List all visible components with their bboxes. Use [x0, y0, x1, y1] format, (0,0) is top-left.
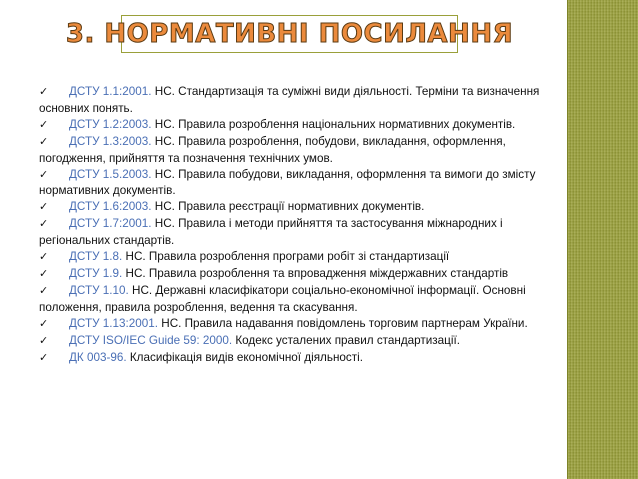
list-item [39, 117, 574, 134]
checkmark-icon: ✓ [39, 218, 49, 231]
checkmark-icon: ✓ [39, 201, 49, 214]
list-item [39, 350, 574, 367]
standard-reference: ДСТУ 1.7:2001. [69, 217, 152, 231]
standard-description: НС. Правила розроблення, побудови, викладання, оформлення, погодження, прийняття та позначення технічних умов. [39, 134, 506, 165]
standard-description: НС. Правила надавання повідомлень торговим партнерам України. [158, 316, 528, 330]
list-item [39, 216, 574, 249]
standard-description: НС. Правила розроблення національних нормативних документів. [151, 117, 516, 131]
slide-title: 3. НОРМАТИВНІ ПОСИЛАННЯ [65, 19, 514, 49]
standard-reference: ДСТУ 1.5.2003. [69, 167, 152, 181]
checkmark-icon: ✓ [39, 351, 49, 364]
standard-reference: ДСТУ 1.10. [69, 283, 129, 297]
checkmark-icon: ✓ [39, 317, 49, 330]
standard-description: НС. Правила і методи прийняття та застосування міжнародних і регіональних стандартів. [39, 217, 503, 248]
title-box [65, 15, 514, 53]
checkmark-icon: ✓ [39, 118, 49, 131]
standard-reference: ДСТУ 1.2:2003. [69, 117, 152, 131]
standard-description: Кодекс усталених правил стандартизації. [232, 333, 460, 347]
standard-description: НС. Правила розроблення програми робіт зі стандартизації [122, 250, 450, 264]
list-item [39, 249, 574, 266]
standard-description: НС. Правила реєстрації нормативних документів. [151, 200, 425, 214]
list-item [39, 84, 574, 117]
checkmark-icon: ✓ [39, 284, 49, 297]
standard-reference: ДСТУ 1.3:2003. [69, 134, 152, 148]
standard-description: НС. Правила побудови, викладання, оформлення та вимоги до змісту нормативних документів. [39, 167, 536, 198]
reference-list [39, 84, 574, 366]
standard-description: НС. Стандартизація та суміжні види діяльності. Терміни та визначення основних понять. [39, 85, 540, 115]
checkmark-icon: ✓ [39, 168, 49, 181]
list-item [39, 134, 574, 167]
standard-description: НС. Державні класифікатори соціально-економічної інформації. Основні положення, правила розроблення, ведення та скасування. [39, 283, 526, 314]
list-item [39, 167, 574, 200]
checkmark-icon: ✓ [39, 86, 49, 98]
list-item [39, 316, 574, 333]
list-item [39, 283, 574, 316]
checkmark-icon: ✓ [39, 251, 49, 264]
standard-reference: ДСТУ 1.9. [69, 266, 123, 280]
standard-reference: ДК 003-96. [69, 350, 127, 364]
standard-description: Класифікація видів економічної діяльності. [126, 350, 363, 364]
checkmark-icon: ✓ [39, 267, 49, 280]
standard-reference: ДСТУ 1.1:2001. [69, 85, 152, 98]
checkmark-icon: ✓ [39, 135, 49, 148]
list-item [39, 199, 574, 216]
standard-description: НС. Правила розроблення та впровадження міждержавних стандартів [122, 266, 509, 280]
standard-reference: ДСТУ 1.8. [69, 250, 123, 264]
decorative-side-band [568, 0, 638, 479]
standard-reference: ДСТУ 1.6:2003. [69, 200, 152, 214]
checkmark-icon: ✓ [39, 334, 49, 347]
list-item [39, 333, 574, 350]
standard-reference: ДСТУ ISO/IEC Guide 59: 2000. [69, 333, 233, 347]
list-item [39, 266, 574, 283]
standard-reference: ДСТУ 1.13:2001. [69, 316, 159, 330]
